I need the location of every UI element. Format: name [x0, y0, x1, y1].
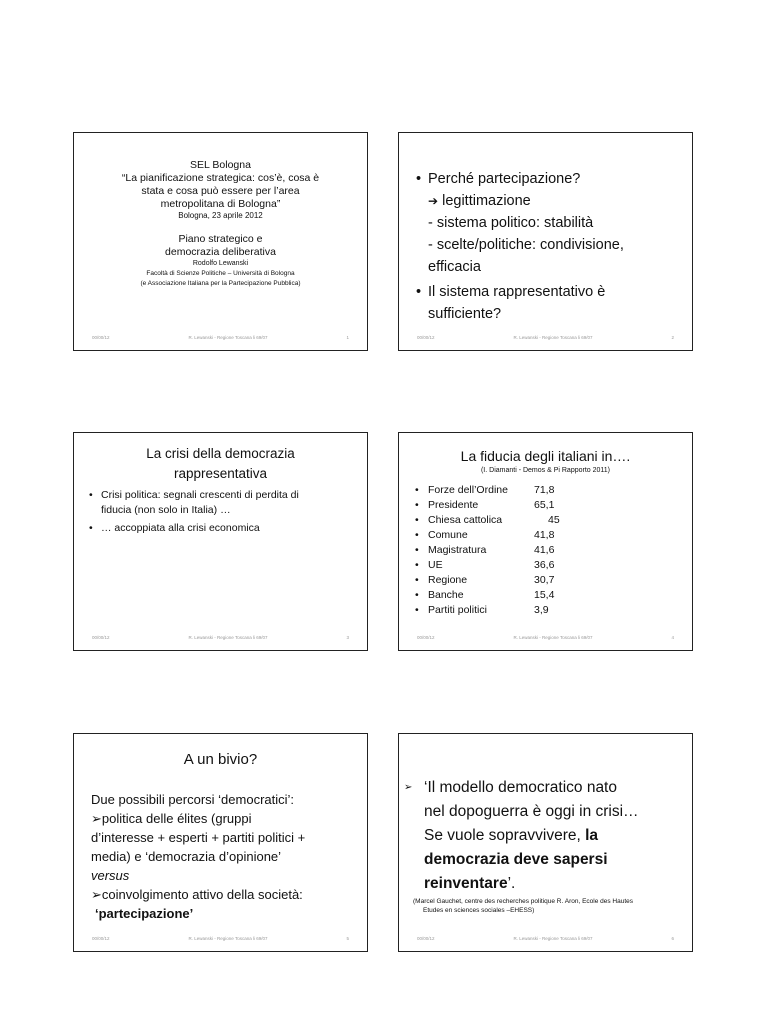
- quote-emphasis: reinventare: [424, 875, 508, 892]
- slide-1-affiliation: Facoltà di Scienze Politiche – Università di Bologna: [146, 270, 295, 277]
- point-text: efficacia: [428, 259, 481, 275]
- bullet-icon: •: [415, 529, 419, 541]
- row-value: 41,8: [534, 529, 555, 541]
- row-label: Partiti politici: [428, 604, 487, 616]
- row-value: 36,6: [534, 559, 555, 571]
- quote-line: [404, 872, 688, 896]
- question-text: Il sistema rappresentativo è: [428, 284, 606, 300]
- slide-footer: [92, 333, 349, 341]
- slide-1-line: democrazia deliberativa: [165, 246, 276, 258]
- bullet-icon: •: [416, 171, 422, 187]
- slide-title: La crisi della democrazia: [146, 446, 295, 461]
- bullet-icon: •: [89, 489, 93, 501]
- slide-footer: [92, 633, 349, 641]
- table-row: [415, 558, 588, 573]
- footer-author: R. Lewanski - Regione Toscana li 69/07: [188, 935, 268, 941]
- slide-6: [398, 733, 693, 952]
- quote-citation: Etudes en sciences sociales –EHESS): [423, 907, 535, 914]
- bullet-text-line: Crisi politica: segnali crescenti di perdita di: [101, 489, 299, 501]
- slide-5: [73, 733, 368, 952]
- table-row: [415, 498, 588, 513]
- bullet-icon: •: [415, 484, 419, 496]
- table-row: [415, 483, 588, 498]
- quote-emphasis: democrazia deve sapersi: [424, 851, 608, 868]
- quote-text: ’.: [507, 875, 516, 892]
- footer-date: 00/00/12: [92, 634, 110, 640]
- footer-page: 4: [671, 634, 674, 640]
- slide-title: A un bivio?: [183, 751, 258, 768]
- bullet-icon: •: [416, 284, 422, 300]
- bullet-icon: •: [415, 589, 419, 601]
- row-value: 3,9: [534, 604, 549, 616]
- footer-page: 6: [671, 935, 674, 941]
- footer-author: R. Lewanski - Regione Toscana li 69/07: [513, 935, 593, 941]
- row-label: Banche: [428, 589, 464, 601]
- bullet-icon: •: [415, 499, 419, 511]
- bullet-icon: •: [415, 514, 419, 526]
- footer-date: 00/00/12: [92, 334, 110, 340]
- row-value: 15,4: [534, 589, 555, 601]
- slide-1-line: “La pianificazione strategica: cos’è, cosa è: [121, 172, 320, 184]
- arrow-bullet-icon: ➢: [91, 811, 102, 826]
- footer-date: 00/00/12: [417, 634, 435, 640]
- row-label: Comune: [428, 529, 468, 541]
- slide-footer: [417, 934, 674, 942]
- bullet-icon: •: [415, 544, 419, 556]
- slide-1-line: Piano strategico e: [178, 233, 263, 245]
- footer-date: 00/00/12: [417, 334, 435, 340]
- body-line: versus: [91, 868, 130, 883]
- table-row: [415, 588, 588, 603]
- body-line: coinvolgimento attivo della società:: [101, 887, 303, 902]
- slide-1: [73, 132, 368, 351]
- footer-author: R. Lewanski - Regione Toscana li 69/07: [513, 634, 593, 640]
- quote-emphasis: la: [585, 827, 599, 844]
- row-label: Forze dell’Ordine: [428, 484, 508, 496]
- row-label: Chiesa cattolica: [428, 514, 503, 526]
- slide-footer: [92, 934, 349, 942]
- row-value: 65,1: [534, 499, 555, 511]
- point-text: - sistema politico: stabilità: [428, 215, 594, 231]
- slide-source: (I. Diamanti - Demos & Pi Rapporto 2011): [480, 467, 611, 474]
- quote-line: [404, 824, 688, 848]
- table-row: [415, 513, 588, 528]
- slide-1-line: stata e cosa può essere per l’area: [141, 185, 300, 197]
- trust-table: [415, 483, 588, 618]
- table-row: [415, 603, 588, 618]
- slide-1-date: Bologna, 23 aprile 2012: [178, 211, 263, 220]
- bullet-text-line: fiducia (non solo in Italia) …: [101, 504, 231, 516]
- table-row: [415, 543, 588, 558]
- footer-date: 00/00/12: [92, 935, 110, 941]
- row-label: Regione: [428, 574, 468, 586]
- slide-4: [398, 432, 693, 651]
- bullet-icon: •: [89, 522, 93, 534]
- bullet-text: [101, 488, 299, 518]
- footer-page: 3: [346, 634, 349, 640]
- quote-citation: (Marcel Gauchet, centre des recherches politique R. Aron, Ecole des Hautes: [413, 898, 634, 905]
- arrow-bullet-icon: ➢: [404, 782, 413, 793]
- point-text: - scelte/politiche: condivisione,: [428, 237, 624, 253]
- slide-title: La fiducia degli italiani in….: [460, 448, 631, 464]
- body-line: politica delle élites (gruppi: [101, 811, 252, 826]
- slide-3: [73, 432, 368, 651]
- quote-line: ‘Il modello democratico nato: [424, 779, 617, 796]
- question-text: sufficiente?: [428, 306, 502, 322]
- slide-footer: [417, 333, 674, 341]
- slide-1-author: Rodolfo Lewanski: [192, 260, 249, 267]
- table-row: [415, 528, 588, 543]
- quote-text: Se vuole sopravvivere,: [424, 827, 586, 844]
- slide-title: rappresentativa: [173, 466, 268, 481]
- table-row: [415, 573, 588, 588]
- footer-page: 2: [671, 334, 674, 340]
- body-line: media) e ‘democrazia d’opinione’: [91, 849, 282, 864]
- quote-line: nel dopoguerra è oggi in crisi…: [424, 803, 639, 820]
- row-label: Presidente: [428, 499, 479, 511]
- footer-page: 5: [346, 935, 349, 941]
- footer-date: 00/00/12: [417, 935, 435, 941]
- bullet-icon: •: [415, 574, 419, 586]
- row-value: 71,8: [534, 484, 555, 496]
- row-label: Magistratura: [428, 544, 487, 556]
- point-text: legittimazione: [442, 193, 531, 209]
- body-line: d’interesse + esperti + partiti politici +: [91, 830, 306, 845]
- slide-1-line: metropolitana di Bologna”: [160, 198, 281, 210]
- slide-1-line: SEL Bologna: [190, 159, 251, 171]
- footer-author: R. Lewanski - Regione Toscana li 69/07: [188, 634, 268, 640]
- row-value: 41,6: [534, 544, 555, 556]
- slide-1-affiliation: (e Associazione Italiana per la Partecipazione Pubblica): [140, 280, 301, 287]
- footer-author: R. Lewanski - Regione Toscana li 69/07: [513, 334, 593, 340]
- bullet-icon: •: [415, 604, 419, 616]
- question-text: Perché partecipazione?: [428, 171, 581, 187]
- bullet-icon: •: [415, 559, 419, 571]
- row-label: UE: [428, 559, 443, 571]
- footer-page: 1: [346, 334, 349, 340]
- slide-footer: [417, 633, 674, 641]
- footer-author: R. Lewanski - Regione Toscana li 69/07: [188, 334, 268, 340]
- row-value: 45: [548, 514, 560, 526]
- bullet-text: … accoppiata alla crisi economica: [101, 522, 260, 534]
- slide-2: [398, 132, 693, 351]
- body-line: ‘partecipazione’: [95, 906, 194, 921]
- body-line: Due possibili percorsi ‘democratici’:: [91, 792, 295, 807]
- arrow-bullet-icon: ➢: [91, 887, 102, 902]
- row-value: 30,7: [534, 574, 555, 586]
- arrow-right-icon: ➔: [428, 194, 439, 208]
